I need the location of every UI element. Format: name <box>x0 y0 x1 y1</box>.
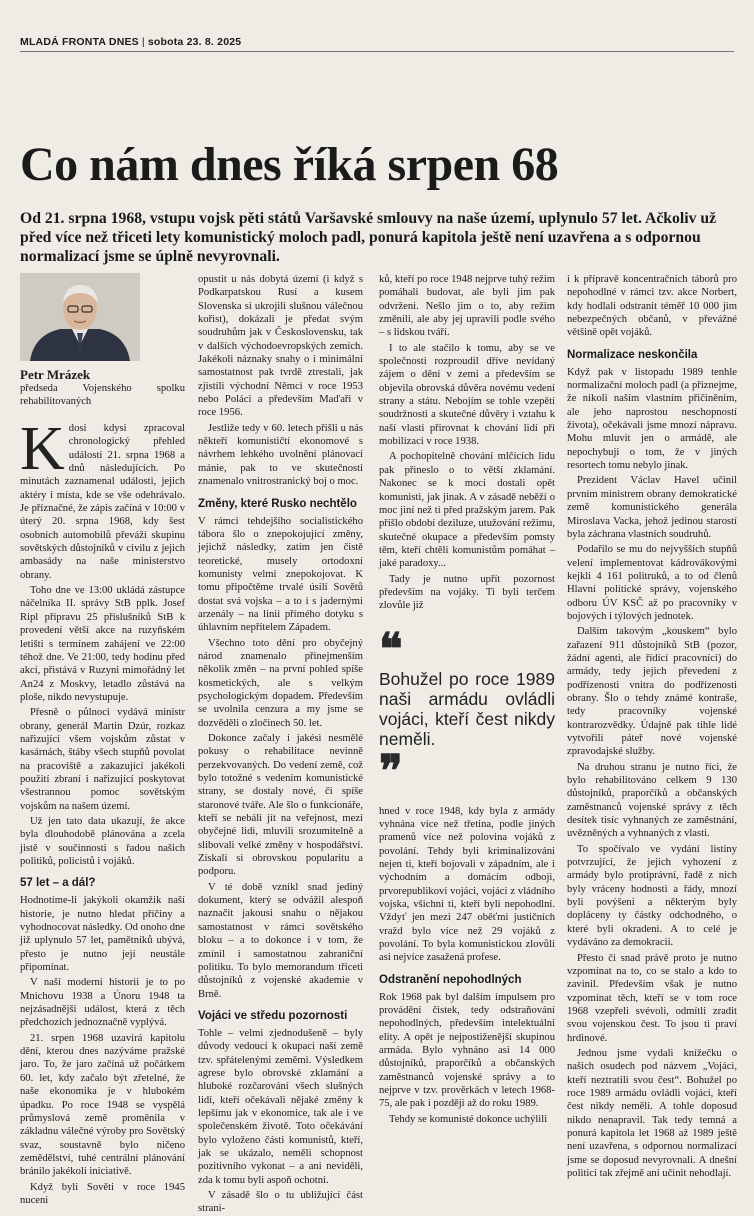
publication-name: MLADÁ FRONTA DNES <box>20 36 139 48</box>
pull-quote <box>379 624 555 796</box>
paragraph: hned v roce 1948, kdy byla z armády vyhnána více než třetina, podle jiných pramenů více než polovina vojáků z povolání. Tehdy byli kriminalizováni nejen ti, kteří bojovali v západním, ale i východním a domácím odboji, prvorepublikoví vojáci, vojáci z vládního vojska, všichni ti, kteří byli nepohodlní. Vždyť jen mezi 247 oběťmi justičních vražd bylo více než 29 vojáků z povolání. To byla komunistickou zlovůlí asi nejvíce zasažená profese. <box>379 805 555 964</box>
masthead-separator: | <box>141 36 145 48</box>
article-column-1 <box>20 273 185 1206</box>
pull-quote-text: Bohužel po roce 1989 naši armádu ovládli vojáci, kteří čest nikdy neměli. <box>379 668 555 749</box>
paragraph <box>20 415 185 582</box>
author-name: Petr Mrázek <box>20 367 91 382</box>
section-heading: Změny, které Rusko nechtělo <box>198 497 357 510</box>
paragraph: V zásadě šlo o tu ubližující část strani- <box>198 1190 363 1215</box>
author-portrait-icon <box>20 273 140 361</box>
paragraph: Prezident Václav Havel učinil prvním ministrem obrany demokratické země komunistického generála Miroslava Vacka, jehož jedinou starostí byla záchrana vlastních soudruhů. <box>567 475 737 540</box>
article-lead: Od 21. srpna 1968, vstupu vojsk pěti států Varšavské smlouvy na naše území, uplynulo 57 let. Ačkoliv už před více než třiceti lety komunistický moloch padl, ponurá kapitola ještě není uzavřena a s odpornou normalizací jsme se úplně nevyrovnali. <box>20 210 717 265</box>
paragraph: Dalším takovým „kouskem“ bylo zařazení 911 důstojníků StB (pozor, žádní agenti, ale řídící pracovníci) do armády, tedy jejich převedení z podřízenosti vnitra do podřízenosti obrany. Šlo o tehdy známé kontraše, tedy pracovníky vojenské kontrarozvědky. Údajně pak tihle lidé vytvořili páteř nové vojenské zpravodajské služby. <box>567 626 737 758</box>
paragraph: Toho dne ve 13:00 ukládá zástupce náčelníka II. správy StB pplk. Josef Ripl přípravu 25 příslušníků StB k provedení větší akce na ruzyňském letišti s termínem zahájení ve 22:00 téhož dne. Ve 21:00, tedy hodinu před akcí, přistává v Ruzyni mimořádný let An24 z Moskvy, letadlo zůstává na ploše, nikdo nevystupuje. <box>20 585 185 703</box>
paragraph: Hodnotíme-li jakýkoli okamžik naší historie, je nutno hledat příčiny a vyhodnocovat následky. Od onoho dne již uplynulo 57 let, pamětníků ubývá, přesto je nutno její neustále připomínat. <box>20 895 185 974</box>
paragraph: A pochopitelně chování mlčících lidu pak přineslo o to větší zklamání. Nakonec se k moci dostali opět komunisti, jak jinak. A v zásadě neběží o moc jiní než ti před pražským jarem. Pak přišlo období deziluze, utužování režimu, skutečné okupace a především pomsty těm, kteří chtěli komunistům pomáhat – jaké paradoxy... <box>379 451 555 570</box>
section-heading: Normalizace neskončila <box>567 348 698 361</box>
article-column-4 <box>567 273 737 1179</box>
author-photo <box>20 273 140 361</box>
paragraph: Všechno toto dění pro obyčejný národ znamenalo přinejmenším několik změn – na první pohled spíše kosmetických, ale s velkým psychologickým dopadem. Především se uvolnila cenzura a my jsme se dozvěděli o zločinech 50. let. <box>198 637 363 729</box>
paragraph: Jestliže tedy v 60. letech přišli u nás někteří komunističtí ekonomové s návrhem lehkého uvolnění plánovací mánie, pak to ve skutečnosti znamenalo vnitrostranický boj o moc. <box>198 422 363 488</box>
drop-cap: K <box>20 415 65 483</box>
close-quote-icon: ❞ <box>379 746 403 796</box>
paragraph: Přesně o půlnoci vydává ministr obrany, generál Martin Dzúr, rozkaz nařizující všem vojskům zůstat v kasárnách, štáby všech stupňů povolat na pracoviště a zakazující jakékoli použití zbraní i nařizující poskytovat všestrannou pomoc sovětským vojskům na našem území. <box>20 707 185 812</box>
issue-date: sobota 23. 8. 2025 <box>147 36 242 48</box>
article-headline: Co nám dnes říká srpen 68 <box>20 138 559 191</box>
article-column-2 <box>198 273 363 1215</box>
paragraph: Dokonce začaly i jakési nesmělé pokusy o rehabilitace nevinně perzekvovaných. Do vedení země, což bylo totožné s vedením komunistické strany, se dostaly nové, či spíše staronové tváře. Ale šlo o funkcionáře, kteří se nebáli jít na veřejnost, mezi obyčejné lidi, mluvili srozumitelně a slibovali velké změny v hospodářství. Získali si obrovskou popularitu a podporu. <box>198 733 363 878</box>
open-quote-icon: ❝ <box>379 624 403 674</box>
article-column-3 <box>379 273 555 1125</box>
paragraph: Přesto či snad právě proto je nutno vzpomínat na to, co se stalo a kdo to zavinil. Především však je nutno vzpomínat těch, kteří se v tom roce 1968 vzepřeli svévoli, odmítli zradit svou vojenskou čest. To jsou ti praví hrdinové. <box>567 952 737 1044</box>
paragraph: V té době vznikl snad jediný dokument, který se odvážil alespoň naznačit jakousi snahu o nějakou samostatnost v rámci sovětského bloku – a to dokonce i v tom, že zmínil i samostatnou zahraniční politiku. To bylo memorandum třiceti důstojníků z vojenské akademie v Brně. <box>198 881 363 1000</box>
paragraph: Tohle – velmi zjednodušeně – byly důvody vedoucí k okupaci naší země tzv. spřátelenými zeměmi. Výsledkem agrese bylo obrovské zklamání a hluboké rozčarování všech slušných lidí, kteří očekávali nějaké změny k lepšímu jak v ekonomice, tak ale i ve společenském životě. Toto očekávání bylo vyloženo části komunistů, kteří, jak se ukázalo, neměli schopnost pozitivního vykonat – a ani neviděli, zda k tomu byli aspoň ochotni. <box>198 1027 363 1186</box>
paragraph: 21. srpen 1968 uzavírá kapitolu dění, kterou dnes nazýváme pražské jaro. To, že jaro začíná už počátkem 60. let, kdy začalo být zřetelné, že naše ekonomika je v hlubokém úpadku. Po roce 1948 se vyspělá průmyslová země proměnila v základnu válečné výroby pro Sovětský svaz, soustavně bylo ničeno zemědělství, tuhé centrální plánování bránilo jakékoli iniciativě. <box>20 1032 185 1178</box>
paragraph: opustit u nás dobytá území (i když s Podkarpatskou Rusí a kusem Slovenska si ukrojili slušnou válečnou kořist), dokázali je předat svým soudruhům jak v Československu, tak v dalších východoevropských zemích. Jakékoli náznaky snahy o i minimální samostatnost pak tvrdě ztrestali, jak zjistili východní Němci v roce 1953 nebo Poláci a především Maďaři v roce 1956. <box>198 274 363 419</box>
paragraph: Když byli Sověti v roce 1945 nuceni <box>20 1181 185 1206</box>
section-heading: Vojáci ve středu pozornosti <box>198 1009 348 1022</box>
paragraph: i k přípravě koncentračních táborů pro nepohodlné v rámci tzv. akce Norbert, kdy hodlali odstranit téměř 10 000 jim nebezpečných občanů, v převážné většině opět vojáků. <box>567 274 737 339</box>
paragraph: ků, kteří po roce 1948 nejprve tuhý režim pomáhali budovat, ale byli jim pak odvrženi. Nešlo jim o to, aby režim změnili, ale aby jej upravili podle svého – s lidskou tváří. <box>379 274 555 339</box>
paragraph: V rámci tehdejšího socialistického tábora šlo o znepokojující změny, jejichž následky, zatím jen čistě teoretické, musely ortodoxní komunisty velmi znepokojovat. K tomu připočtěme trvalé úsilí Sovětů dostat svá vojska – a to i s jadernými arzenály – na linii přímého dotyku s úhlavním nepřítelem Západem. <box>198 515 363 634</box>
paragraph: Na druhou stranu je nutno říci, že bylo rehabilitováno celkem 9 130 důstojníků, praporčíků a občanských zaměstnanců vojenské správy z těch desítek tisíc vyhnaných ze zaměstnání, uvězněných a vyhnaných z vlasti. <box>567 761 737 840</box>
section-heading: 57 let – a dál? <box>20 877 96 890</box>
section-heading: Odstranění nepohodlných <box>379 973 522 986</box>
paragraph: To spočívalo ve vydání listiny potvrzující, že jejich vyhození z armády bylo protiprávní, řadě z nich byly vráceny hodnosti a řády, mnozí byli povýšeni a některým byly dopláceny ty částky odchodného, o které byli okradeni. A to celé je vydáváno za demokracii. <box>567 843 737 949</box>
author-role: předseda Vojenského spolku rehabilitovaných <box>20 383 185 407</box>
paragraph: Podařilo se mu do nejvyšších stupňů velení implementovat kádrovákovými kejkli 4 161 politruků, a to od členů Hlavní politické správy, vojenského odboru ÚV KSČ až po pracovníky v bojových i týlových jednotek. <box>567 544 737 622</box>
paragraph: Rok 1968 pak byl dalším impulsem pro provádění čistek, tedy odstraňování nepohodlných, především intelektuální elity. A opět je nejpostiženější skupinou armáda. Bylo vyhnáno asi 14 000 důstojníků, praporčíků a občanských zaměstnanců vojenské správy a to nejprve v tzv. prověrkách v letech 1968-75, ale pak i později až do roku 1989. <box>379 991 555 1110</box>
paragraph: V naší moderní historii je to po Mnichovu 1938 a Únoru 1948 ta nejzásadnější událost, která z těch předchozích jednoznačně vyplývá. <box>20 977 185 1029</box>
paragraph: Když pak v listopadu 1989 tenhle normalizační moloch padl (a přiznejme, že nikoli naším vlastním přičiněním, ale jeho naprostou neschopností života), očekávali jsme mnozí nápravu. Mohu mluvit jen o armádě, ale nepochybuji o tom, že v jiných resortech tomu nebylo jinak. <box>567 366 737 472</box>
paragraph: Tehdy se komunisté dokonce uchýlili <box>389 1113 548 1125</box>
paragraph: Jednou jsme vydali knížečku o našich osudech pod názvem „Vojáci, kteří neztratili svou čest“. Bohužel po roce 1989 armádu ovládli vojáci, kteří čest nikdy neměli. A tohle doposud nikdo nenapravil. Tak tedy temná a ponurá kapitola let 1968 až 1989 ještě není uzavřena, s odpornou normalizací jsme se doposud nevyrovnali. A dnešní politici tak zřejmě ani učinit nehodlají. <box>567 1047 737 1179</box>
paragraph: Tady je nutno upřít pozornost především na vojáky. Ti byli terčem zlovůle již <box>379 573 555 612</box>
masthead <box>20 36 734 52</box>
paragraph-text: dosi kdysi zpracoval chronologický přehled událostí 21. srpna 1968 a dnů následujících. Po minutách zaznamenal události, jejich aktéry i místa, kde se vše odehrávalo. Je příznačné, že zápis začíná v 10:00 v úterý 20. srpna 1968, kdy šest osobních automobilů převáží skupinu sovětských důstojníků v civilu z jejich ambasády na naše ministerstvo obrany. <box>20 423 185 581</box>
paragraph: Už jen tato data ukazují, že akce byla dlouhodobě plánována a zcela jistě v součinnosti s řadou našich politiků, policistů i vojáků. <box>20 815 185 867</box>
paragraph: I to ale stačilo k tomu, aby se ve společnosti rozproudil dříve nevídaný zájem o dění v zemi a především se objevila obrovská důvěra novému vedení strany a státu. Nebojím se tohle vzepětí soudržnosti a skutečné důvěry i vztahu k naší vlasti přirovnat k chování lidí při mobilizaci v roce 1938. <box>379 342 555 448</box>
